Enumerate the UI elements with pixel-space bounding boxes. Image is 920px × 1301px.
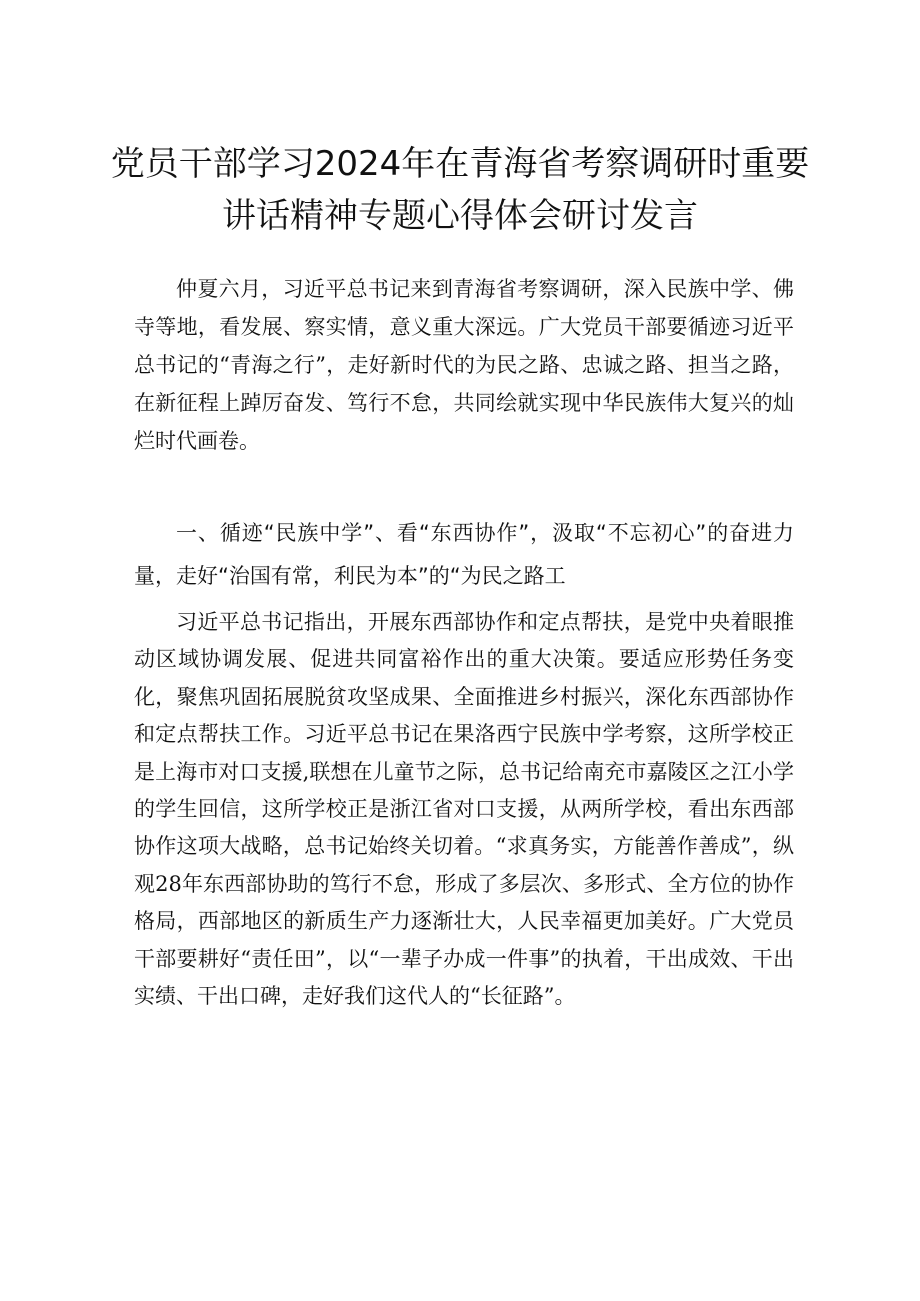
section-paragraph-1: 习近平总书记指出，开展东西部协作和定点帮扶，是党中央着眼推动区域协调发展、促进共同富裕作出的重大决策。要适应形势任务变化，聚焦巩固拓展脱贫攻坚成果、全面推进乡村振兴，深化东西部协作和定点帮扶工作。习近平总书记在果洛西宁民族中学考察，这所学校正是上海市对口支援,联想在儿童节之际，总书记给南充市嘉陵区之江小学的学生回信，这所学校正是浙江省对口支援，从两所学校，看出东西部协作这项大战略，总书记始终关切着。“求真务实，方能善作善成”，纵观28年东西部协助的笃行不怠，形成了多层次、多形式、全方位的协作格局，西部地区的新质生产力逐渐壮大，人民幸福更加美好。广大党员干部要耕好“责任田”，以“一辈子办成一件事”的执着，干出成效、干出实绩、干出口碑，走好我们这代人的“长征路”。 — [134, 610, 794, 1009]
intro-paragraph: 仲夏六月，习近平总书记来到青海省考察调研，深入民族中学、佛寺等地，看发展、察实情，意义重大深远。广大党员干部要循迹习近平总书记的“青海之行”，走好新时代的为民之路、忠诚之路、担当之路，在新征程上踔厉奋发、笃行不怠，共同绘就实现中华民族伟大复兴的灿烂时代画卷。 — [134, 277, 794, 453]
title-line-1: 党员干部学习2024年在青海省考察调研时重要 — [110, 144, 810, 184]
section-heading-1: 一、循迹“民族中学”、看“东西协作”，汲取“不忘初心”的奋进力量，走好“治国有常，利民为本”的“为民之路工 — [134, 521, 794, 588]
title-line-2: 讲话精神专题心得体会研讨发言 — [222, 196, 698, 236]
document-title — [90, 138, 830, 242]
